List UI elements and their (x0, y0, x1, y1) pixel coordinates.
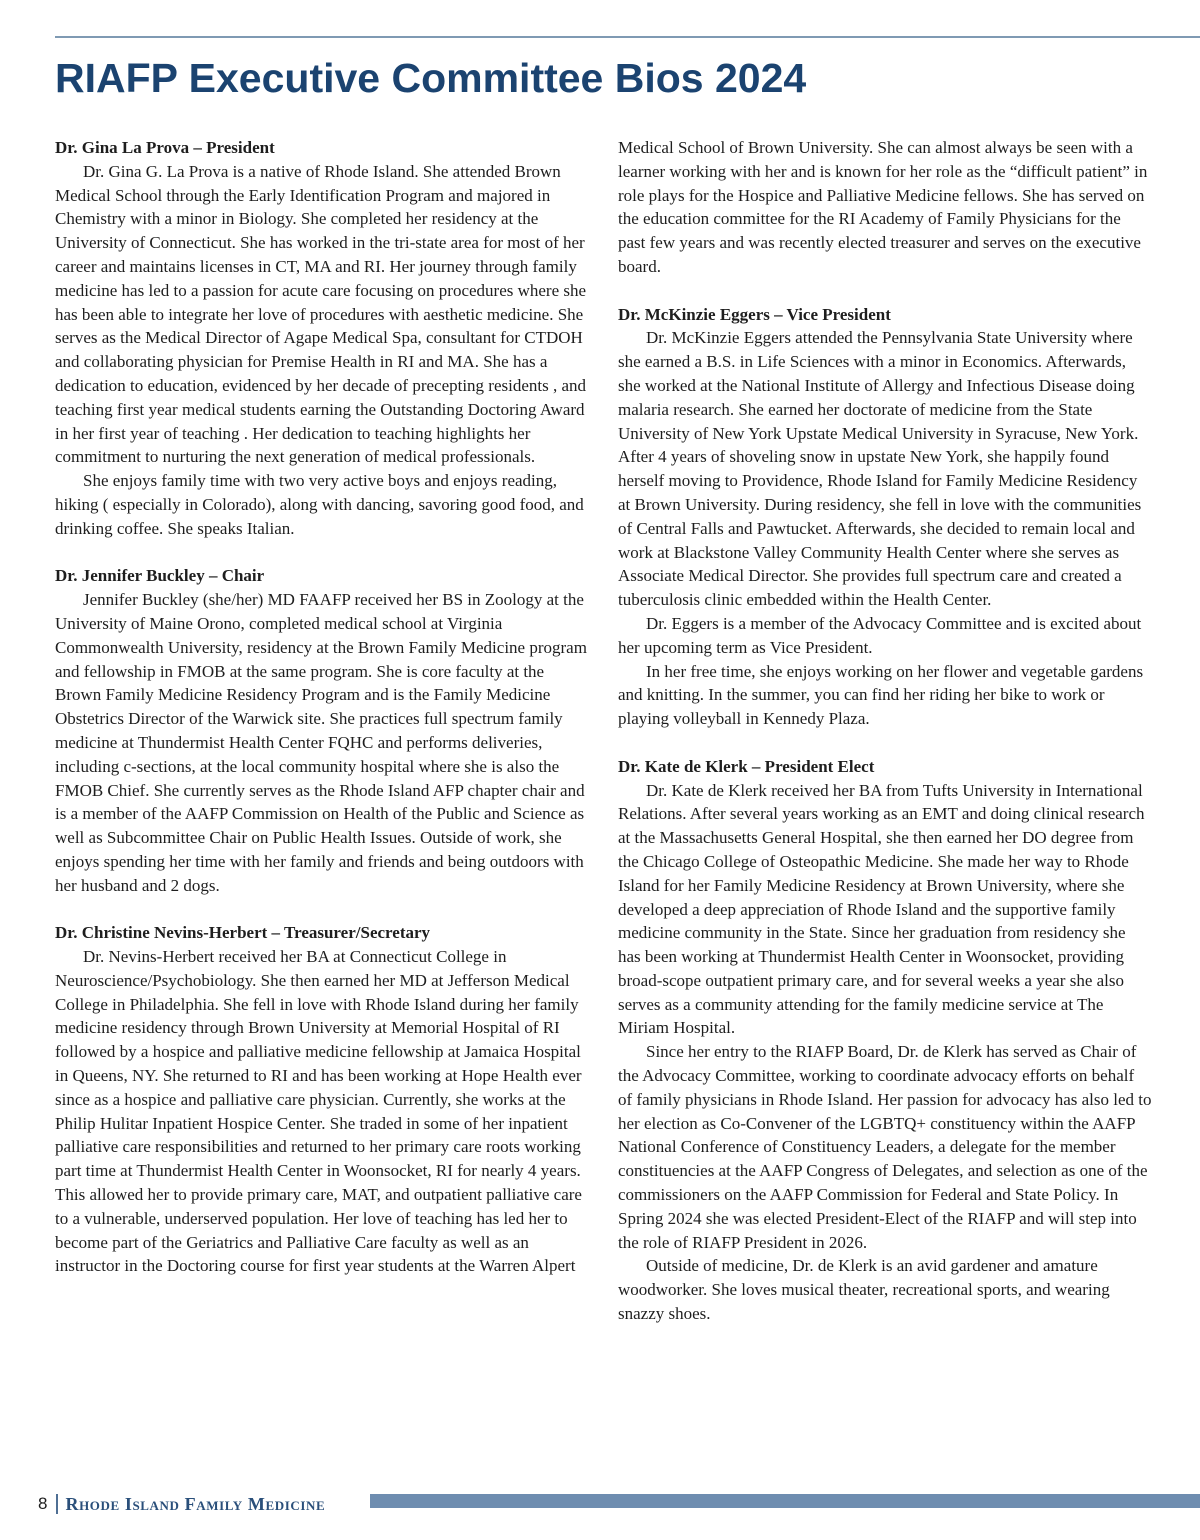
publication-name: Rhode Island Family Medicine (65, 1493, 326, 1514)
bio-christine-nevins-herbert (55, 921, 587, 1278)
top-rule (55, 36, 1200, 38)
bio-heading: Dr. Gina La Prova – President (55, 138, 275, 157)
bio-continuation: Medical School of Brown University. She can almost always be seen with a learner working with her and is known for her role as the “difficult patient” in role plays for the Hospice and Palliative Medicine fellows. She has served on the education committee for the RI Academy of Family Physicians for the past few years and was recently elected treasurer and serves on the executive board. (618, 138, 1148, 276)
left-column (55, 136, 587, 1302)
footer-divider (56, 1494, 58, 1514)
footer-bar (370, 1494, 1200, 1508)
bio-heading: Dr. Kate de Klerk – President Elect (618, 756, 875, 776)
bio-paragraph: Dr. Gina G. La Prova is a native of Rhode Island. She attended Brown Medical School through the Early Identification Program and majored in Chemistry with a minor in Biology. She completed her residency at the University of Connecticut. She has worked in the tri-state area for most of her career and maintains licenses in CT, MA and RI. Her journey through family medicine has led to a passion for acute care focusing on procedures where she has been able to integrate her love of procedures with aesthetic medicine. She serves as the Medical Director of Agape Medical Spa, consultant for CTDOH and collaborating physician for Premise Health in RI and MA. She has a dedication to education, evidenced by her decade of precepting residents , and teaching first year medical students earning the Outstanding Doctoring Award in her first year of teaching . Her dedication to teaching highlights her commitment to nurturing the next generation of medical professionals. (55, 161, 587, 467)
bio-heading: Dr. Christine Nevins-Herbert – Treasurer/Secretary (55, 923, 431, 943)
bio-paragraph: Dr. Nevins-Herbert received her BA at Connecticut College in Neuroscience/Psychobiology. She then earned her MD at Jefferson Medical College in Philadelphia. She fell in love with Rhode Island during her family medicine residency through Brown University at Memorial Hospital of RI followed by a hospice and palliative medicine fellowship at Jamaica Hospital in Queens, NY. She returned to RI and has been working at Hope Health ever since as a hospice and palliative care physician. Currently, she works at the Philip Hulitar Inpatient Hospice Center. She traded in some of her inpatient palliative care responsibilities and returned to her primary care roots working part time at Thundermist Health Center in Woonsocket, RI for nearly 4 years. This allowed her to provide primary care, MAT, and outpatient palliative care to a vulnerable, underserved population. Her love of teaching has led her to become part of the Geriatrics and Palliative Care faculty as well as an instructor in the Doctoring course for first year students at the Warren Alpert (55, 947, 582, 1276)
bio-paragraph: Dr. Kate de Klerk received her BA from Tufts University in International Relations. After several years working as an EMT and doing clinical research at the Massachusetts General Hospital, she then earned her DO degree from the Chicago College of Osteopathic Medicine. She made her way to Rhode Island for her Family Medicine Residency at Brown University, where she developed a deep appreciation of Rhode Island and the supportive family medicine community in the State. Since her graduation from residency she has been working at Thundermist Health Center in Woonsocket, providing broad-scope outpatient primary care, and for several weeks a year she also serves as a community attending for the family medicine service at The Miriam Hospital. (618, 780, 1145, 1038)
bio-gina-la-prova (55, 136, 587, 541)
bio-paragraph: Jennifer Buckley (she/her) MD FAAFP received her BS in Zoology at the University of Maine Orono, completed medical school at Virginia Commonwealth University, residency at the Brown Family Medicine program and fellowship in FMOB at the same program. She is core faculty at the Brown Family Medicine Residency Program and is the Family Medicine Obstetrics Director of the Warwick site. She practices full spectrum family medicine at Thundermist Health Center FQHC and performs deliveries, including c-sections, at the local community hospital where she is also the FMOB Chief. She currently serves as the Rhode Island AFP chapter chair and is a member of the AAFP Commission on Health of the Public and Science as well as Subcommittee Chair on Public Health Issues. Outside of work, she enjoys spending her time with her family and friends and being outdoors with her husband and 2 dogs. (55, 590, 587, 895)
page-title: RIAFP Executive Committee Bios 2024 (55, 55, 807, 101)
bio-paragraph: Since her entry to the RIAFP Board, Dr. de Klerk has served as Chair of the Advocacy Committee, working to coordinate advocacy efforts on behalf of family physicians in Rhode Island. Her passion for advocacy has also led to her election as Co-Convener of the LGBTQ+ constituency within the AAFP National Conference of Constituency Leaders, a delegate for the member constituencies at the AAFP Congress of Delegates, and selection as one of the commissioners on the AAFP Commission for Federal and State Policy. In Spring 2024 she was elected President-Elect of the RIAFP and will step into the role of RIAFP President in 2026. (618, 1042, 1152, 1252)
right-column (618, 136, 1152, 1350)
bio-jennifer-buckley (55, 564, 587, 897)
bio-mckinzie-eggers (618, 303, 1152, 731)
bio-paragraph: In her free time, she enjoys working on her flower and vegetable gardens and knitting. In the summer, you can find her riding her bike to work or playing volleyball in Kennedy Plaza. (618, 661, 1144, 729)
page-footer (38, 1489, 325, 1519)
bio-paragraph: Dr. McKinzie Eggers attended the Pennsylvania State University where she earned a B.S. in Life Sciences with a minor in Economics. Afterwards, she worked at the National Institute of Allergy and Infectious Disease doing malaria research. She earned her doctorate of medicine from the State University of New York Upstate Medical University in Syracuse, New York. After 4 years of shoveling snow in upstate New York, she happily found herself moving to Providence, Rhode Island for Family Medicine Residency at Brown University. During residency, she fell in love with the communities of Central Falls and Pawtucket. Afterwards, she decided to remain local and work at Blackstone Valley Community Health Center where she serves as Associate Medical Director. She provides full spectrum care and created a tuberculosis clinic embedded within the Health Center. (618, 328, 1142, 610)
page-number: 8 (38, 1494, 48, 1513)
bio-kate-de-klerk (618, 755, 1152, 1326)
bio-heading: Dr. Jennifer Buckley – Chair (55, 566, 265, 586)
bio-paragraph: Dr. Eggers is a member of the Advocacy Committee and is excited about her upcoming term as Vice President. (618, 613, 1142, 657)
bio-heading: Dr. McKinzie Eggers – Vice President (618, 304, 891, 324)
bio-paragraph: Outside of medicine, Dr. de Klerk is an avid gardener and amature woodworker. She loves musical theater, recreational sports, and wearing snazzy shoes. (618, 1256, 1110, 1324)
bio-paragraph: She enjoys family time with two very active boys and enjoys reading, hiking ( especially in Colorado), along with dancing, savoring good food, and drinking coffee. She speaks Italian. (55, 471, 584, 538)
